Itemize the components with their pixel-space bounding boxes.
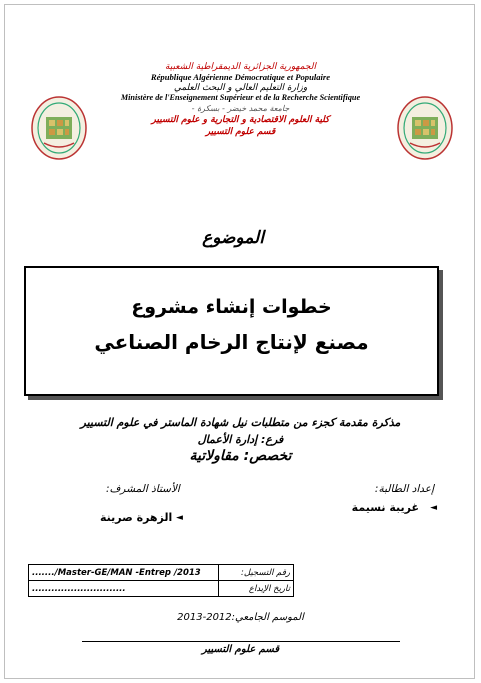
academic-season: الموسم الجامعي:2012-2013 — [177, 612, 304, 623]
deposit-date-label: تاريخ الإيداع — [219, 581, 294, 597]
thesis-title-line2: مصنع لإنتاج الرخام الصناعي — [94, 330, 369, 354]
university-logo-left — [30, 95, 88, 161]
memo-statement: مذكرة مقدمة كجزء من متطلبات نيل شهادة الماستر في علوم التسيير — [80, 416, 401, 429]
footer-divider — [82, 641, 400, 642]
branch-line: فرع: إدارة الأعمال — [197, 433, 284, 446]
faculty-name: كلية العلوم الاقتصادية و التجارية و علوم التسيير — [151, 115, 330, 125]
registration-number-label: رقم التسجيل: — [219, 565, 294, 581]
student-arrow-icon: ◄ — [430, 503, 437, 513]
student-name: غريبة نسيمة — [351, 501, 419, 514]
ministry-arabic: وزارة التعليم العالي و البحث العلمي — [173, 83, 308, 93]
footer-department: قسم علوم التسيير — [201, 644, 280, 655]
subject-heading: الموضوع — [202, 228, 264, 248]
specialization-line: تخصص: مقاولاتية — [189, 448, 292, 464]
registration-table — [28, 564, 294, 597]
university-logo-right — [396, 95, 454, 161]
republic-arabic: الجمهورية الجزائرية الديمقراطية الشعبية — [165, 62, 316, 72]
supervisor-name: الزهرة صرينة — [100, 511, 173, 524]
republic-french: République Algérienne Démocratique et Populaire — [150, 72, 331, 82]
department-name: قسم علوم التسيير — [205, 127, 276, 137]
university-name: جامعة محمد خيضر - بسكرة - — [191, 104, 290, 113]
supervisor-arrow-icon: ◄ — [176, 513, 183, 523]
ministry-french: Ministère de l'Enseignement Supérieur et de la Recherche Scientifique — [120, 93, 361, 102]
thesis-title-line1: خطوات إنشاء مشروع — [131, 296, 332, 318]
registration-row — [29, 565, 294, 581]
student-label: إعداد الطالبة: — [374, 483, 434, 495]
deposit-date-value: ............................. — [29, 581, 219, 597]
supervisor-label: الأستاذ المشرف: — [106, 483, 180, 495]
registration-number-value: ......./Master-GE/MAN -Entrep /2013 — [29, 565, 219, 581]
deposit-row — [29, 581, 294, 597]
